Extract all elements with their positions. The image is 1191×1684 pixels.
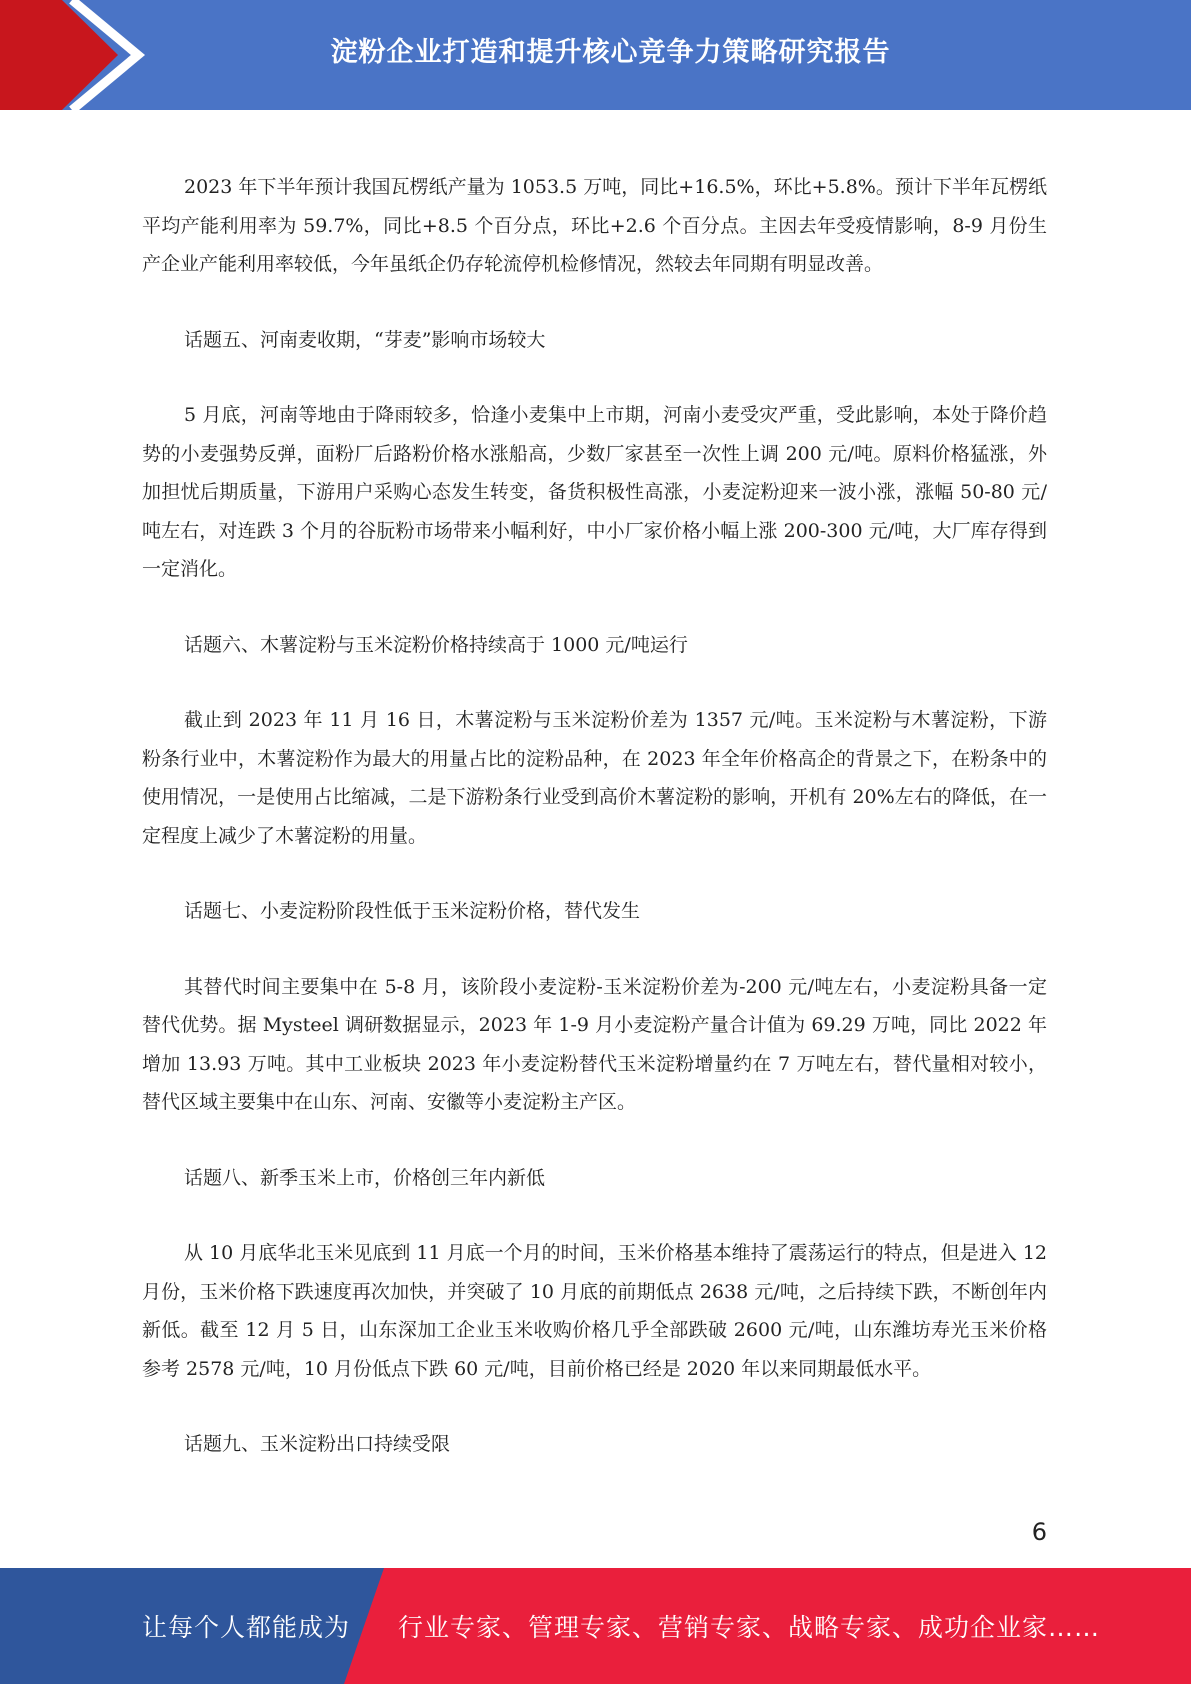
- page-footer: [0, 1568, 1191, 1684]
- document-body: [142, 168, 1047, 1464]
- header-red-arrow-icon: [0, 0, 150, 110]
- footer-slogan-left: 让每个人都能成为: [142, 1613, 351, 1642]
- page-number: 6: [1031, 1518, 1047, 1546]
- footer-slogan-right: 行业专家、管理专家、营销专家、战略专家、成功企业家……: [398, 1613, 1101, 1642]
- paragraph-body: 2023 年下半年预计我国瓦楞纸产量为 1053.5 万吨，同比+16.5%，环比+5.8%。预计下半年瓦楞纸平均产能利用率为 59.7%，同比+8.5 个百分点，环比+2.6 个百分点。主因去年受疫情影响，8-9 月份生产企业产能利用率较低，今年虽纸企仍存轮流停机检修情况，然较去年同期有明显改善。: [142, 176, 1047, 275]
- paragraph-body: 其替代时间主要集中在 5-8 月，该阶段小麦淀粉-玉米淀粉价差为-200 元/吨左右，小麦淀粉具备一定替代优势。据 Mysteel 调研数据显示，2023 年 1-9 月小麦淀粉产量合计值为 69.29 万吨，同比 2022 年增加 13.93 万吨。其中工业板块 2023 年小麦淀粉替代玉米淀粉增量约在 7 万吨左右，替代量相对较小，替代区域主要集中在山东、河南、安徽等小麦淀粉主产区。: [142, 975, 1047, 1113]
- topic-heading: 话题八、新季玉米上市，价格创三年内新低: [184, 1166, 546, 1189]
- page-header: [0, 0, 1191, 110]
- paragraph-body: 5 月底，河南等地由于降雨较多，恰逢小麦集中上市期，河南小麦受灾严重，受此影响，本处于降价趋势的小麦强势反弹，面粉厂后路粉价格水涨船高，少数厂家甚至一次性上调 200 元/吨。原料价格猛涨，外加担忧后期质量，下游用户采购心态发生转变，备货积极性高涨，小麦淀粉迎来一波小涨，涨幅 50-80 元/吨左右，对连跌 3 个月的谷朊粉市场带来小幅利好，中小厂家价格小幅上涨 200-300 元/吨，大厂库存得到一定消化。: [142, 404, 1047, 580]
- report-title: 淀粉企业打造和提升核心竞争力策略研究报告: [330, 36, 891, 68]
- paragraph-body: 从 10 月底华北玉米见底到 11 月底一个月的时间，玉米价格基本维持了震荡运行的特点，但是进入 12 月份，玉米价格下跌速度再次加快，并突破了 10 月底的前期低点 2638 元/吨，之后持续下跌，不断创年内新低。截至 12 月 5 日，山东深加工企业玉米收购价格几乎全部跌破 2600 元/吨，山东潍坊寿光玉米价格参考 2578 元/吨，10 月份低点下跌 60 元/吨，目前价格已经是 2020 年以来同期最低水平。: [142, 1242, 1047, 1380]
- topic-heading: 话题五、河南麦收期，“芽麦”影响市场较大: [184, 328, 546, 351]
- paragraph-body: 截止到 2023 年 11 月 16 日，木薯淀粉与玉米淀粉价差为 1357 元/吨。玉米淀粉与木薯淀粉，下游粉条行业中，木薯淀粉作为最大的用量占比的淀粉品种，在 2023 年全年价格高企的背景之下，在粉条中的使用情况，一是使用占比缩减，二是下游粉条行业受到高价木薯淀粉的影响，开机有 20%左右的降低，在一定程度上减少了木薯淀粉的用量。: [142, 709, 1047, 847]
- topic-heading: 话题六、木薯淀粉与玉米淀粉价格持续高于 1000 元/吨运行: [184, 633, 688, 656]
- topic-heading: 话题九、玉米淀粉出口持续受限: [184, 1433, 451, 1455]
- topic-heading: 话题七、小麦淀粉阶段性低于玉米淀粉价格，替代发生: [184, 900, 641, 922]
